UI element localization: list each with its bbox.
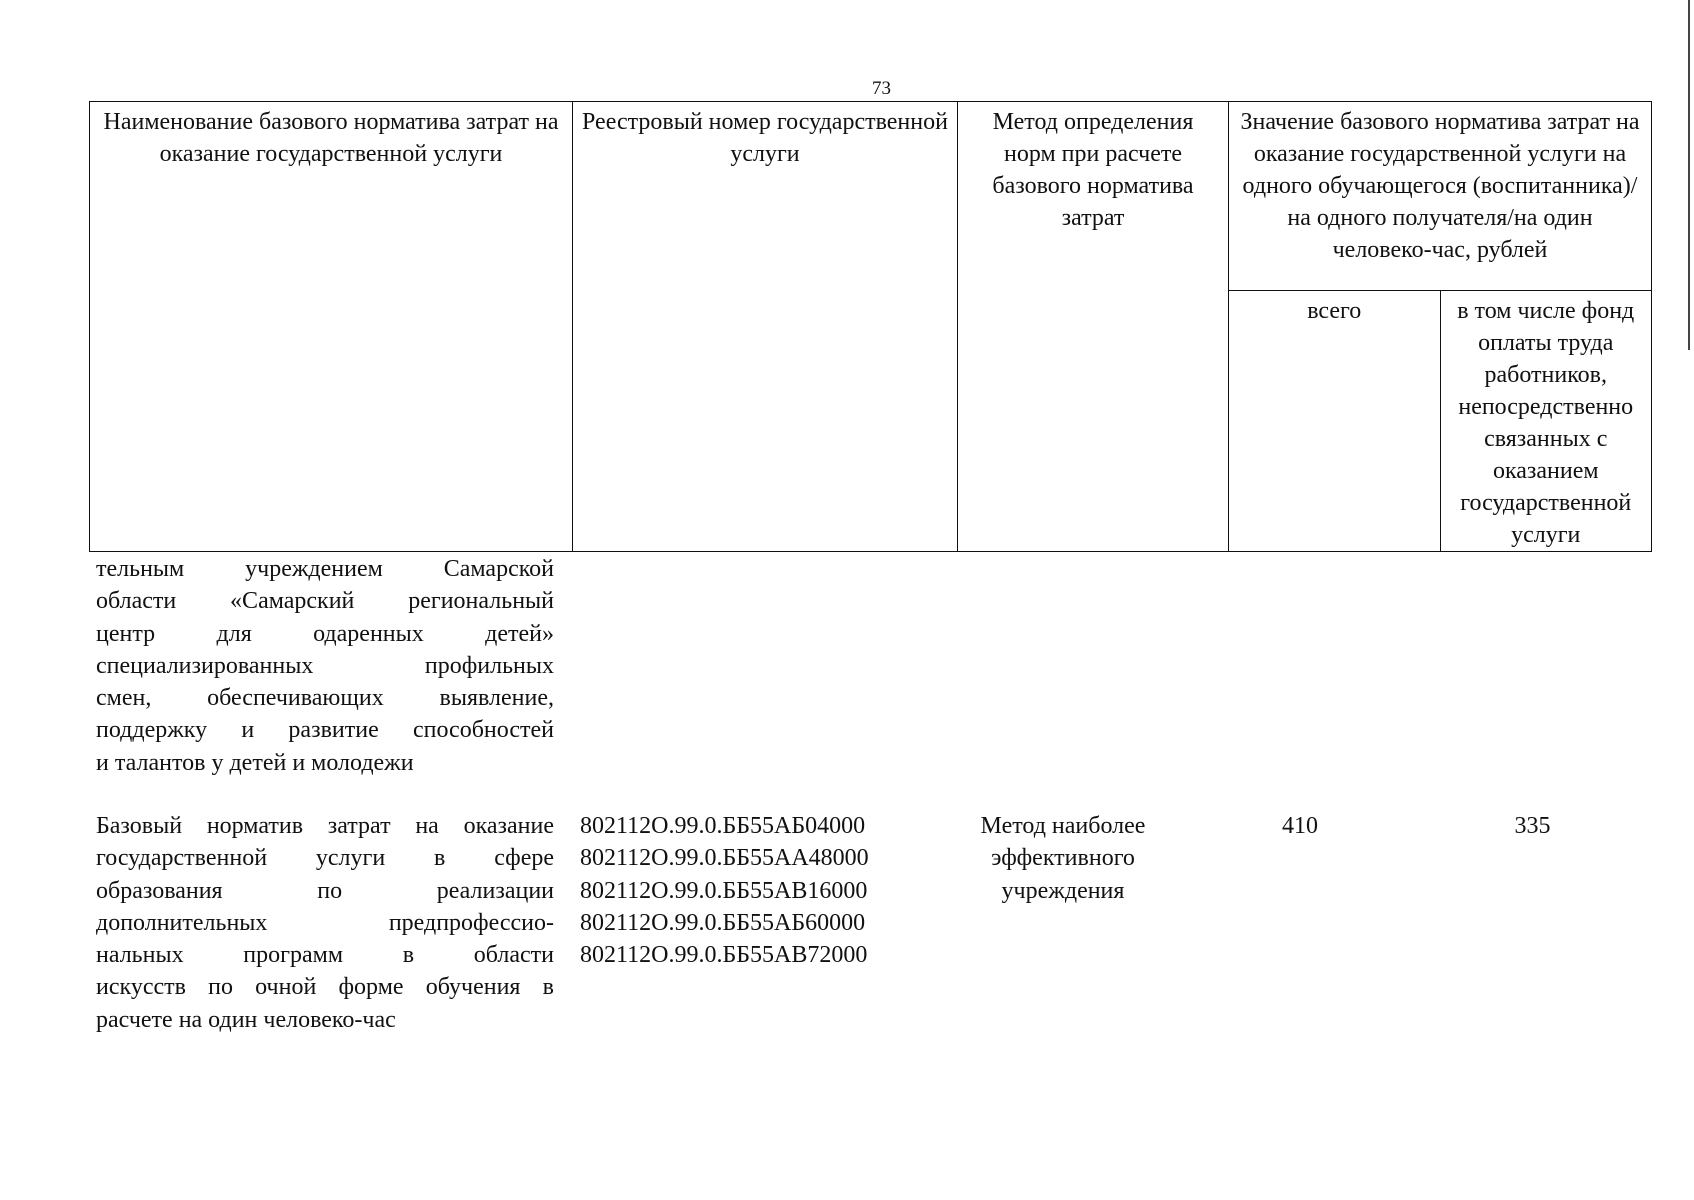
registry-code: 802112О.99.0.ББ55АВ16000: [580, 877, 868, 904]
text-line: образования по реализации: [96, 877, 554, 904]
registry-code: 802112О.99.0.ББ55АБ04000: [580, 813, 866, 839]
text-line: центр для одаренных детей»: [96, 620, 554, 647]
header-name: Наименование базового норматива затрат на оказание государственной услуги: [90, 102, 573, 552]
row-total-value: 410: [1282, 813, 1318, 839]
text-line: эффективного: [991, 845, 1135, 872]
text-line: поддержку и развитие способностей: [96, 717, 554, 744]
text-line: тельным учреждением Самарской: [96, 556, 554, 582]
row-method: [948, 810, 1178, 907]
text-line: государственной услуги в сфере: [96, 845, 554, 872]
text-line: Базовый норматив затрат на оказание: [96, 813, 554, 839]
page-number: 73: [872, 78, 891, 99]
text-line: специализированных профильных: [96, 652, 554, 679]
text-line: и талантов у детей и молодежи: [96, 749, 414, 776]
row-payroll-value: 335: [1514, 813, 1551, 839]
row-registry-codes: [580, 810, 920, 971]
text-line: Метод наиболее: [980, 813, 1146, 839]
header-table: [89, 101, 1652, 552]
header-method: Метод определения норм при расчете базового норматива затрат: [958, 102, 1229, 552]
registry-code: 802112О.99.0.ББ55АА48000: [580, 845, 869, 872]
text-line: дополнительных предпрофессио-: [96, 909, 554, 936]
header-registry: Реестровый номер государственной услуги: [573, 102, 958, 552]
registry-code: 802112О.99.0.ББ55АВ72000: [580, 942, 868, 969]
text-line: области «Самарский региональный: [96, 588, 554, 615]
text-line: смен, обеспечивающих выявление,: [96, 685, 554, 712]
text-line: нальных программ в области: [96, 942, 554, 969]
text-line: расчете на один человеко-час: [96, 1006, 396, 1033]
header-payroll: в том числе фонд оплаты труда работников, непосредственно связанных с оказанием государственной услуги: [1440, 291, 1652, 552]
text-line: учреждения: [1001, 877, 1125, 904]
row-name: [96, 810, 554, 1036]
header-value: Значение базового норматива затрат на оказание государственной услуги на одного обучающегося (воспитанника)/на одного получателя/на один человеко-час, рублей: [1229, 102, 1652, 291]
header-total: всего: [1229, 291, 1441, 552]
scan-edge-line: [1688, 0, 1690, 350]
continuation-text: [96, 553, 554, 779]
text-line: искусств по очной форме обучения в: [96, 974, 554, 1001]
registry-code: 802112О.99.0.ББ55АБ60000: [580, 909, 866, 936]
